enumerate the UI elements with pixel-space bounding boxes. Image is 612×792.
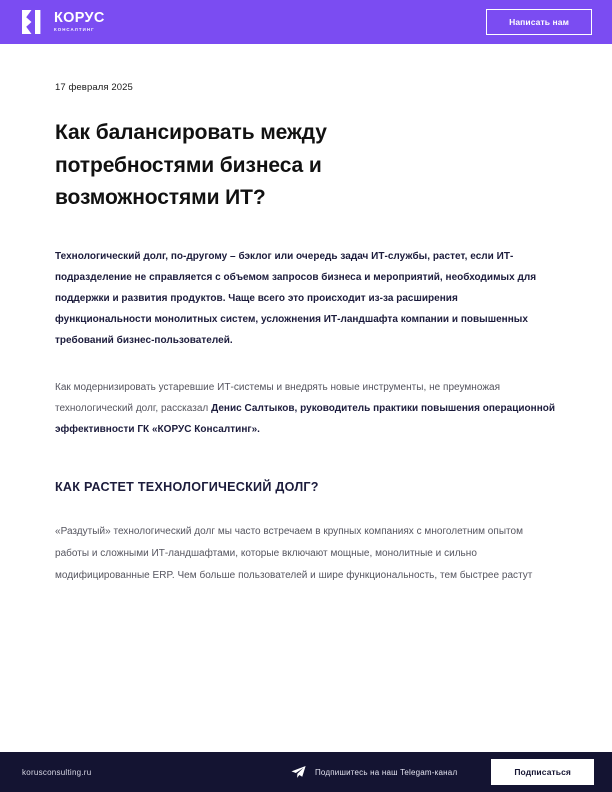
intro-bold-text: Денис Салтыков, руководитель практики повышения операционной эффективности ГК «КОРУС Консалтинг». <box>55 402 556 435</box>
article-intro-paragraph <box>55 377 557 441</box>
subscribe-button[interactable]: Подписаться <box>491 759 594 785</box>
korus-bracket-logo-icon <box>22 10 47 34</box>
site-footer <box>0 752 612 792</box>
intro-regular-text: Как модернизировать устаревшие ИТ-системы и внедрять новые инструменты, не преумножая технологический долг, рассказал <box>55 381 501 414</box>
article-date: 17 февраля 2025 <box>55 82 133 93</box>
brand-logo[interactable] <box>22 10 105 34</box>
footer-site-url[interactable]: korusconsulting.ru <box>22 767 92 777</box>
brand-subtitle: КОНСАЛТИНГ <box>54 27 95 33</box>
site-header <box>0 0 612 44</box>
article-content <box>0 44 612 752</box>
article-lead-paragraph: Технологический долг, по-другому – бэклог или очередь задач ИТ-службы, растет, если ИТ-подразделение не справляется с объемом запросов бизнеса и мероприятий, необходимых для поддержки и развития продуктов. Чаще всего это происходит из-за расширения функциональности монолитных систем, усложнения ИТ-ландшафта компании и повышенных требований бизнес-пользователей. <box>55 250 537 347</box>
telegram-promo-text: Подпишитесь на наш Telegam-канал <box>314 767 458 777</box>
brand-text <box>54 11 105 32</box>
article-body-paragraph: «Раздутый» технологический долг мы часто встречаем в крупных компаниях с многолетним опытом работы и сложными ИТ-ландшафтами, которые включают мощные, монолитные и сильно модифицированные ERP. Чем больше пользователей и шире функциональность, тем быстрее растут <box>55 526 533 581</box>
telegram-paper-plane-icon <box>291 765 306 779</box>
brand-name: КОРУС <box>54 10 105 27</box>
page-title: Как балансировать между потребностями бизнеса и возможностями ИТ? <box>55 121 327 210</box>
telegram-promo[interactable] <box>291 765 457 779</box>
contact-us-button[interactable]: Написать нам <box>486 9 592 35</box>
section-heading: КАК РАСТЕТ ТЕХНОЛОГИЧЕСКИЙ ДОЛГ? <box>55 480 319 495</box>
